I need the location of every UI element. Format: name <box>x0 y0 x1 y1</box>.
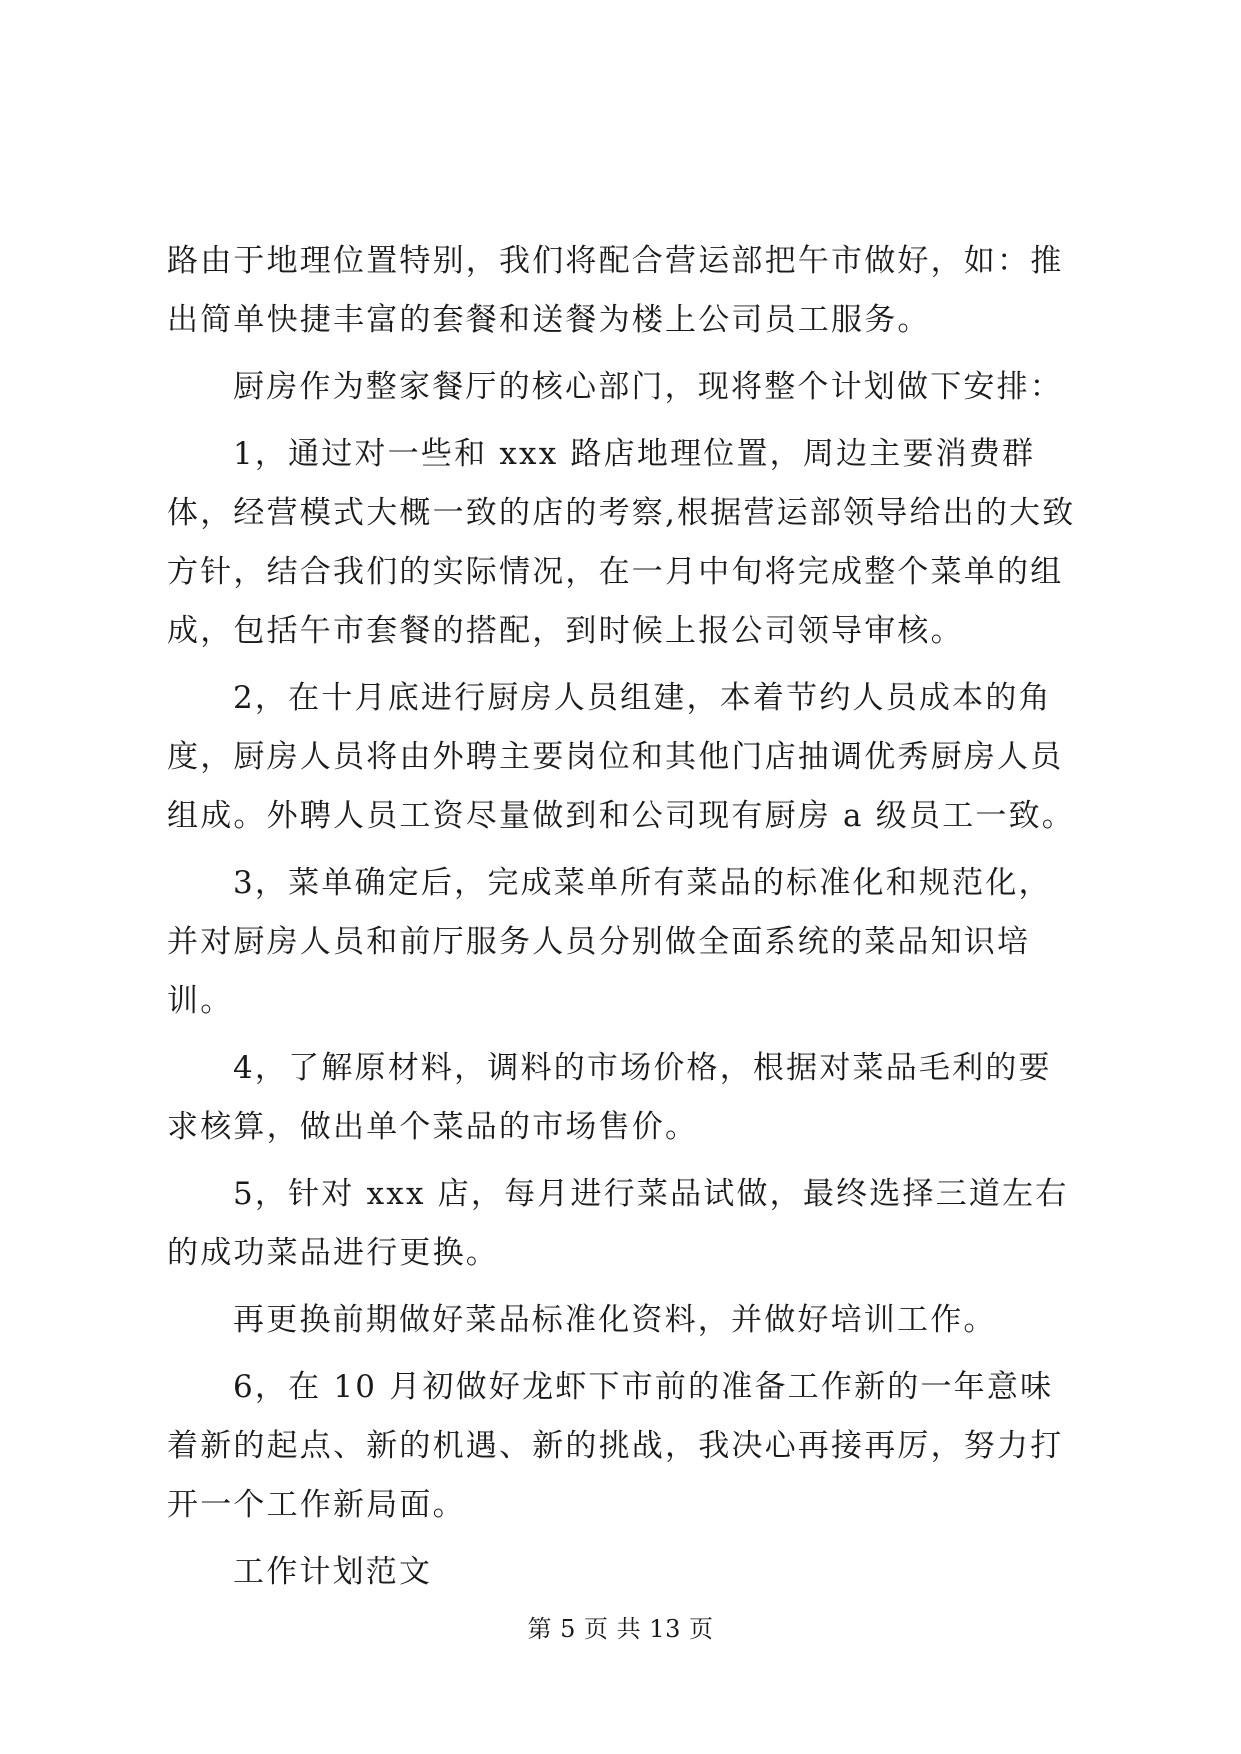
paragraph-9: 6，在 10 月初做好龙虾下市前的准备工作新的一年意味着新的起点、新的机遇、新的挑战，我决心再接再厉，努力打开一个工作新局面。 <box>167 1369 1064 1523</box>
paragraph-4: 2，在十月底进行厨房人员组建，本着节约人员成本的角度，厨房人员将由外聘主要岗位和其他门店抽调优秀厨房人员组成。外聘人员工资尽量做到和公司现有厨房 a 级员工一致。 <box>167 680 1075 834</box>
document-body <box>167 232 1077 1610</box>
paragraph-1: 路由于地理位置特别，我们将配合营运部把午市做好，如：推出简单快捷丰富的套餐和送餐为楼上公司员工服务。 <box>167 243 1064 338</box>
paragraph-6: 4，了解原材料，调料的市场价格，根据对菜品毛利的要求核算，做出单个菜品的市场售价。 <box>167 1050 1052 1145</box>
paragraph-2: 厨房作为整家餐厅的核心部门，现将整个计划做下安排： <box>233 369 1063 405</box>
paragraph-8: 再更换前期做好菜品标准化资料，并做好培训工作。 <box>233 1302 997 1338</box>
paragraph-7: 5，针对 xxx 店，每月进行菜品试做，最终选择三道左右的成功菜品进行更换。 <box>167 1176 1069 1271</box>
paragraph-3: 1，通过对一些和 xxx 路店地理位置，周边主要消费群体，经营模式大概一致的店的考察,根据营运部领导给出的大致方针，结合我们的实际情况，在一月中旬将完成整个菜单的组成，包括午市套餐的搭配，到时候上报公司领导审核。 <box>167 436 1076 649</box>
paragraph-10: 工作计划范文 <box>233 1554 433 1590</box>
page-footer: 第 5 页 共 13 页 <box>527 1615 714 1643</box>
paragraph-5: 3，菜单确定后，完成菜单所有菜品的标准化和规范化，并对厨房人员和前厅服务人员分别做全面系统的菜品知识培训。 <box>167 865 1052 1019</box>
